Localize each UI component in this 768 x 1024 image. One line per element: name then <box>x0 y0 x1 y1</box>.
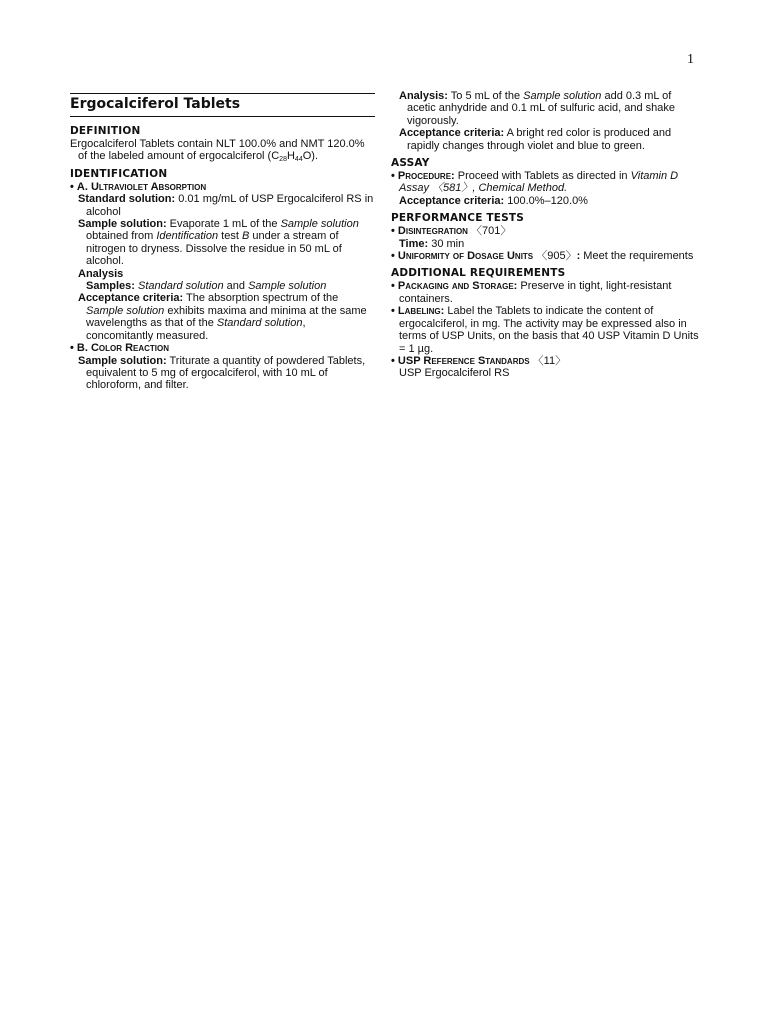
test-b-heading <box>70 342 375 354</box>
assay-acceptance <box>391 195 701 207</box>
test-a-standard-solution <box>70 193 375 218</box>
formula-sub-hydrogen: 44 <box>294 156 303 164</box>
samples-label: Samples: <box>86 280 135 293</box>
samples-italic-1: Standard solution <box>137 280 224 293</box>
additional-requirements-heading: ADDITIONAL REQUIREMENTS <box>391 267 566 280</box>
uniformity-text: Meet the requirements <box>580 250 694 263</box>
test-b-bullet: • <box>70 342 77 355</box>
title-block <box>70 93 375 117</box>
test-a-sample-solution <box>70 218 375 268</box>
sample-solution-label: Sample solution: <box>78 218 167 231</box>
assay-acceptance-text: 100.0%–120.0% <box>504 194 588 207</box>
reference-item: USP Ergocalciferol RS <box>399 367 510 380</box>
acceptance-a-text-2: exhibits maxima and minima at the same wavelengths as that of the <box>86 304 367 330</box>
labeling <box>391 305 701 355</box>
acceptance-a-text-3: , concomitantly measured. <box>86 317 306 342</box>
test-b-acceptance-text: A bright red color is produced and rapidly changes through violet and blue to green. <box>407 127 672 152</box>
sample-solution-italic-1: Sample solution <box>280 218 359 231</box>
packaging-label: Packaging and Storage: <box>397 280 518 293</box>
uniformity-ref: 〈905〉 <box>533 250 577 263</box>
formula-sub-carbon: 28 <box>279 156 287 164</box>
sample-solution-italic-3: B <box>241 230 250 243</box>
definition-text-1: Ergocalciferol Tablets contain NLT 100.0% and NMT 120.0% of the labeled amount of ergocalciferol (C <box>70 138 365 163</box>
performance-tests-heading: PERFORMANCE TESTS <box>391 212 525 225</box>
acceptance-a-text-1: The absorption spectrum of the <box>183 292 339 305</box>
standard-solution-text: 0.01 mg/mL of USP Ergocalciferol RS in alcohol <box>86 193 374 218</box>
test-b-analysis-italic: Sample solution <box>523 90 602 102</box>
procedure-italic: Vitamin D Assay 〈581〉, Chemical Method. <box>399 170 679 195</box>
assay-bullet: • <box>391 170 398 183</box>
sample-solution-text-4: under a stream of nitrogen to dryness. Dissolve the residue in 50 mL of alcohol. <box>86 230 342 268</box>
procedure-label: Procedure: <box>397 170 455 183</box>
uniformity-label: Uniformity of Dosage Units <box>397 250 534 263</box>
acceptance-label-a: Acceptance criteria: <box>78 292 184 305</box>
acceptance-a-italic-1: Sample solution <box>86 304 165 317</box>
assay-heading: ASSAY <box>391 157 430 170</box>
packaging-bullet: • <box>391 280 398 293</box>
page-number: 1 <box>687 52 694 67</box>
test-b-sample-solution <box>70 355 375 392</box>
labeling-text: Label the Tablets to indicate the content of ergocalciferol, in mg. The activity may be expressed also in terms of USP Units, on the basis that 40 USP Vitamin D Units = 1 µg. <box>399 305 699 355</box>
test-a-name: A. Ultraviolet Absorption <box>76 180 207 193</box>
test-a-acceptance <box>70 292 375 342</box>
definition-text-2: H <box>286 150 295 163</box>
labeling-label: Labeling: <box>397 305 445 318</box>
monograph-title: Ergocalciferol Tablets <box>70 96 241 112</box>
definition-heading: DEFINITION <box>70 125 141 137</box>
test-b-sample-text: Triturate a quantity of powdered Tablets, equivalent to 5 mg of ergocalciferol, with 10 mL of chloroform, and filter. <box>86 354 366 392</box>
disintegration-ref: 〈701〉 <box>467 225 512 238</box>
test-a-analysis-label: Analysis <box>78 267 124 280</box>
test-b-analysis-text-1: To 5 mL of the <box>447 90 524 102</box>
packaging-and-storage <box>391 280 701 305</box>
definition-text-3: O). <box>302 150 318 163</box>
standard-solution-label: Standard solution: <box>78 193 176 206</box>
uniformity-colon: : <box>576 250 581 263</box>
identification-heading: IDENTIFICATION <box>70 167 168 180</box>
uniformity-of-dosage-units <box>391 250 701 262</box>
reference-label: USP Reference Standards <box>397 354 530 367</box>
test-b-analysis-label: Analysis: <box>399 90 448 102</box>
sample-solution-text-3: test <box>218 230 242 243</box>
samples-and: and <box>223 280 249 293</box>
uniformity-bullet: • <box>391 250 398 263</box>
time-text: 30 min <box>428 237 465 250</box>
disintegration-time <box>391 238 701 250</box>
test-b-analysis <box>391 90 701 127</box>
procedure-text-1: Proceed with Tablets as directed in <box>454 170 631 183</box>
disintegration-label: Disintegration <box>397 225 468 238</box>
sample-solution-text-2: obtained from <box>86 230 157 243</box>
test-b-name: B. Color Reaction <box>76 342 170 355</box>
test-a-bullet: • <box>70 180 77 193</box>
definition-text <box>70 138 375 163</box>
assay-acceptance-label: Acceptance criteria: <box>399 194 505 207</box>
test-b-sample-label: Sample solution: <box>78 354 167 367</box>
acceptance-a-italic-2: Standard solution <box>216 317 303 330</box>
test-b-acceptance-label: Acceptance criteria: <box>399 127 505 140</box>
samples-italic-2: Sample solution <box>248 280 327 293</box>
usp-reference-standards <box>391 355 701 367</box>
test-b-acceptance <box>391 127 701 152</box>
sample-solution-text-1: Evaporate 1 mL of the <box>166 218 281 231</box>
disintegration <box>391 225 701 237</box>
time-label: Time: <box>399 237 429 250</box>
reference-ref: 〈11〉 <box>529 354 567 367</box>
reference-bullet: • <box>391 354 398 367</box>
right-column <box>391 90 701 380</box>
labeling-bullet: • <box>391 305 398 318</box>
test-a-heading <box>70 181 375 193</box>
packaging-text: Preserve in tight, light-resistant containers. <box>399 280 672 305</box>
left-column <box>70 90 375 392</box>
assay-procedure <box>391 170 701 195</box>
test-a-samples <box>70 280 375 292</box>
sample-solution-italic-2: Identification <box>156 230 219 243</box>
disintegration-bullet: • <box>391 225 398 238</box>
test-b-analysis-text-2: add 0.3 mL of acetic anhydride and 0.1 mL of sulfuric acid, and shake vigorously. <box>407 90 676 127</box>
